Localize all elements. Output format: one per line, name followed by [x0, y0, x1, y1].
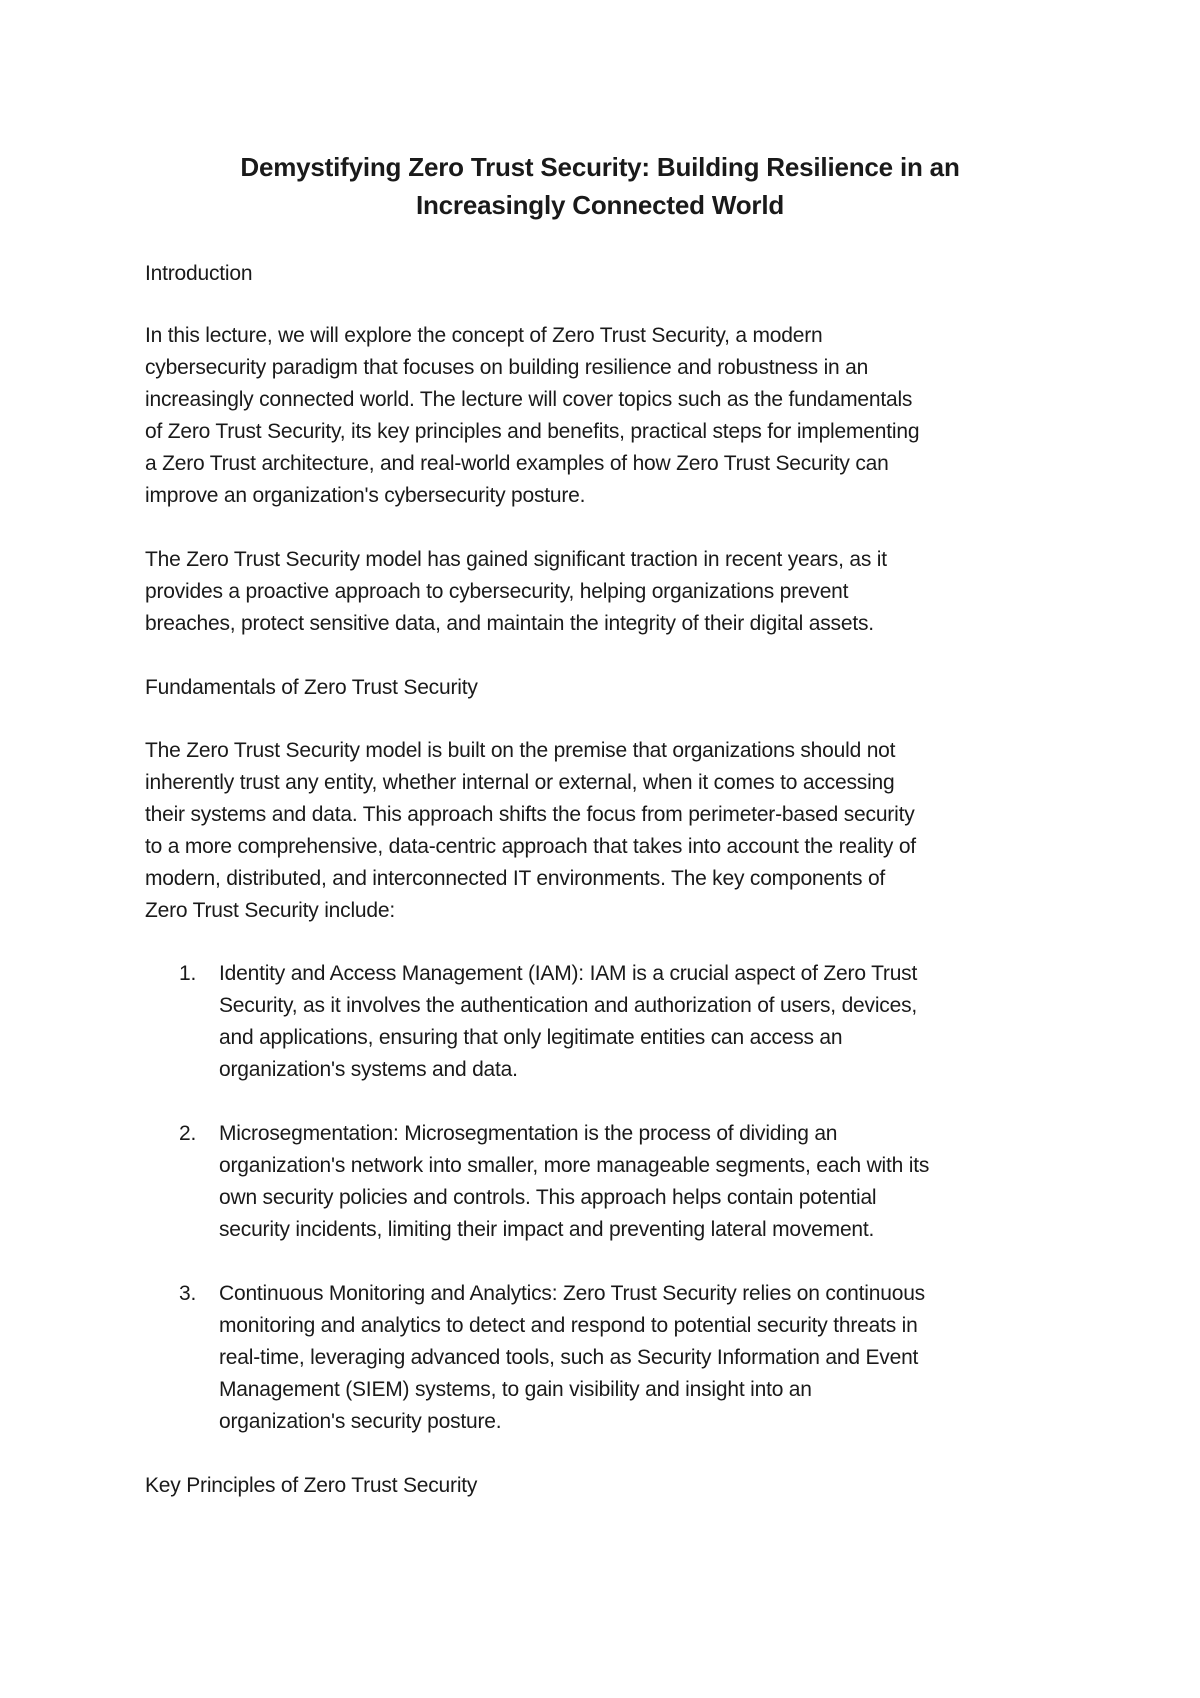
- microseg-line-2: organization's network into smaller, more manageable segments, each with its: [219, 1154, 930, 1177]
- fundamentals-line-1: The Zero Trust Security model is built on the premise that organizations should not: [145, 739, 896, 762]
- iam-line-4: organization's systems and data.: [219, 1058, 518, 1081]
- list-item-text: [219, 1118, 929, 1246]
- list-number: 1.: [179, 962, 197, 985]
- iam-line-1: Identity and Access Management (IAM): IAM is a crucial aspect of Zero Trust: [219, 962, 918, 985]
- fundamentals-line-6: Zero Trust Security include:: [145, 899, 395, 922]
- list-item-monitoring: [145, 1278, 1075, 1438]
- monitoring-line-5: organization's security posture.: [219, 1410, 502, 1433]
- list-number: 2.: [179, 1122, 197, 1145]
- monitoring-line-2: monitoring and analytics to detect and respond to potential security threats in: [219, 1314, 918, 1337]
- list-item-iam: [145, 958, 1075, 1086]
- monitoring-line-3: real-time, leveraging advanced tools, such as Security Information and Event: [219, 1346, 919, 1369]
- title-line-1: Demystifying Zero Trust Security: Building Resilience in an: [240, 152, 960, 182]
- intro-line-1: In this lecture, we will explore the concept of Zero Trust Security, a modern: [145, 324, 823, 347]
- list-number: 3.: [179, 1282, 197, 1305]
- intro-line-5: a Zero Trust architecture, and real-world examples of how Zero Trust Security can: [145, 452, 889, 475]
- fundamentals-line-2: inherently trust any entity, whether internal or external, when it comes to accessing: [145, 771, 895, 794]
- list-item-microsegmentation: [145, 1118, 1075, 1246]
- list-item-text: [219, 958, 917, 1086]
- fundamentals-line-4: to a more comprehensive, data-centric approach that takes into account the reality of: [145, 835, 916, 858]
- key-principles-heading-text: Key Principles of Zero Trust Security: [145, 1474, 478, 1497]
- introduction-heading: [145, 258, 1075, 290]
- fundamentals-line-3: their systems and data. This approach shifts the focus from perimeter-based security: [145, 803, 915, 826]
- microseg-line-4: security incidents, limiting their impact and preventing lateral movement.: [219, 1218, 875, 1241]
- iam-line-3: and applications, ensuring that only legitimate entities can access an: [219, 1026, 843, 1049]
- intro-line-2: cybersecurity paradigm that focuses on building resilience and robustness in an: [145, 356, 869, 379]
- list-item-text: [219, 1278, 925, 1438]
- fundamentals-heading: [145, 672, 1075, 704]
- microseg-line-3: own security policies and controls. This approach helps contain potential: [219, 1186, 877, 1209]
- key-principles-heading: [145, 1470, 1075, 1502]
- monitoring-line-1: Continuous Monitoring and Analytics: Zero Trust Security relies on continuous: [219, 1282, 925, 1305]
- iam-line-2: Security, as it involves the authentication and authorization of users, devices,: [219, 994, 918, 1017]
- intro-line-3: increasingly connected world. The lecture will cover topics such as the fundamentals: [145, 388, 913, 411]
- introduction-heading-text: Introduction: [145, 262, 253, 285]
- traction-line-1: The Zero Trust Security model has gained significant traction in recent years, as it: [145, 548, 887, 571]
- fundamentals-line-5: modern, distributed, and interconnected IT environments. The key components of: [145, 867, 886, 890]
- fundamentals-paragraph: [145, 735, 1075, 927]
- fundamentals-heading-text: Fundamentals of Zero Trust Security: [145, 676, 478, 699]
- title-line-2: Increasingly Connected World: [415, 190, 785, 220]
- traction-paragraph: [145, 544, 1075, 640]
- intro-line-4: of Zero Trust Security, its key principles and benefits, practical steps for implementing: [145, 420, 920, 443]
- intro-paragraph: [145, 320, 1075, 512]
- traction-line-2: provides a proactive approach to cybersecurity, helping organizations prevent: [145, 580, 849, 603]
- microseg-line-1: Microsegmentation: Microsegmentation is the process of dividing an: [219, 1122, 838, 1145]
- document-title: [130, 148, 1070, 224]
- monitoring-line-4: Management (SIEM) systems, to gain visibility and insight into an: [219, 1378, 812, 1401]
- traction-line-3: breaches, protect sensitive data, and maintain the integrity of their digital assets.: [145, 612, 874, 635]
- intro-line-6: improve an organization's cybersecurity posture.: [145, 484, 586, 507]
